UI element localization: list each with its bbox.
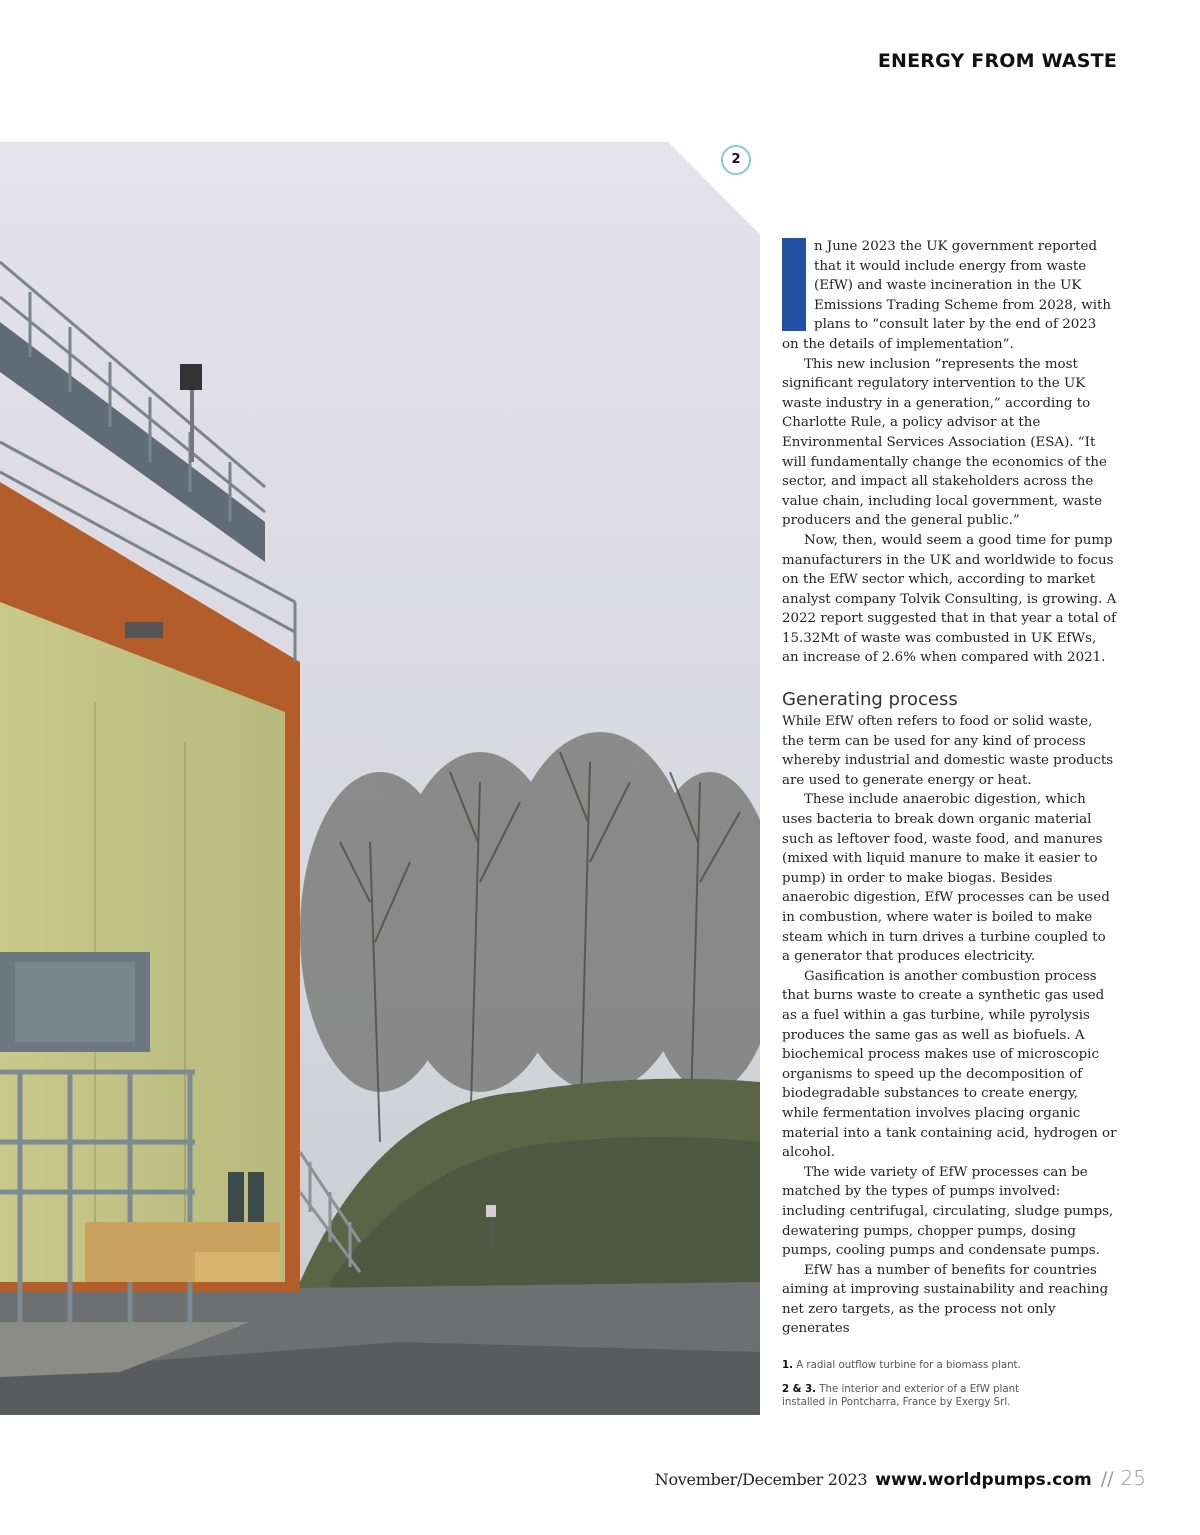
- caption-text: The interior and exterior of a EfW plant installed in Pontcharra, France by Exergy Srl.: [782, 1384, 1020, 1408]
- subheading: Generating process: [782, 689, 958, 711]
- caption-number: 2 & 3.: [782, 1384, 817, 1395]
- section-label: ENERGY FROM WASTE: [877, 50, 1117, 72]
- issue-date: November/December 2023: [654, 1470, 868, 1489]
- article-paragraph: These include anaerobic digestion, which uses bacteria to break down organic material such as leftover food, waste food, and manures (mixed with liquid manure to make it easier to pump) in order to make biogas. Besides anaerobic digestion, EfW processes can be used in combustion, where water is boiled to make steam which in turn drives a turbine coupled to a generator that produces electricity.: [782, 792, 1110, 965]
- plant-exterior-photo: [0, 142, 760, 1415]
- caption-number: 1.: [782, 1360, 793, 1371]
- website-link[interactable]: www.worldpumps.com: [875, 1470, 1092, 1490]
- drop-cap: [782, 238, 806, 331]
- caption: [782, 1383, 1062, 1409]
- article-paragraph: n June 2023 the UK government reported that it would include energy from waste (EfW) and waste incineration in the UK Emissions Trading Scheme from 2028, with plans to “consult later by the end of 2023 on the details of implementation”.: [782, 239, 1112, 352]
- article-paragraph: EfW has a number of benefits for countries aiming at improving sustainability and reaching net zero targets, as the process not only generates: [782, 1262, 1109, 1337]
- article-paragraph: While EfW often refers to food or solid waste, the term can be used for any kind of process whereby industrial and domestic waste products are used to generate energy or heat.: [782, 714, 1114, 788]
- page-footer: [655, 1466, 1146, 1490]
- article-paragraph: Gasification is another combustion process that burns waste to create a synthetic gas used as a fuel within a gas turbine, while pyrolysis produces the same gas as well as biofuels. A biochemical process makes use of microscopic organisms to speed up the decomposition of biodegradable substances to create energy, while fermentation involves placing organic material into a tank containing acid, hydrogen or alcohol.: [782, 968, 1117, 1161]
- article-paragraph: Now, then, would seem a good time for pump manufacturers in the UK and worldwide to focus on the EfW sector which, according to market analyst company Tolvik Consulting, is growing. A 2022 report suggested that in that year a total of 15.32Mt of waste was combusted in UK EfWs, an increase of 2.6% when compared with 2021.: [782, 532, 1117, 666]
- caption-text: A radial outflow turbine for a biomass plant.: [796, 1360, 1021, 1371]
- caption: [782, 1359, 1062, 1372]
- page-number: 25: [1120, 1466, 1146, 1490]
- article-body: [782, 237, 1117, 1339]
- footer-separator: //: [1100, 1468, 1114, 1490]
- photo-captions: [782, 1359, 1062, 1420]
- photo-number-badge: 2: [721, 145, 751, 175]
- article-paragraph: This new inclusion “represents the most significant regulatory intervention to the UK waste industry in a generation,” according to Charlotte Rule, a policy advisor at the Environmental Services Association (ESA). “It will fundamentally change the economics of the sector, and impact all stakeholders across the value chain, including local government, waste producers and the general public.”: [782, 356, 1107, 529]
- article-paragraph: The wide variety of EfW processes can be matched by the types of pumps involved: including centrifugal, circulating, sludge pumps, dewatering pumps, chopper pumps, dosing pumps, cooling pumps and condensate pumps.: [782, 1164, 1114, 1259]
